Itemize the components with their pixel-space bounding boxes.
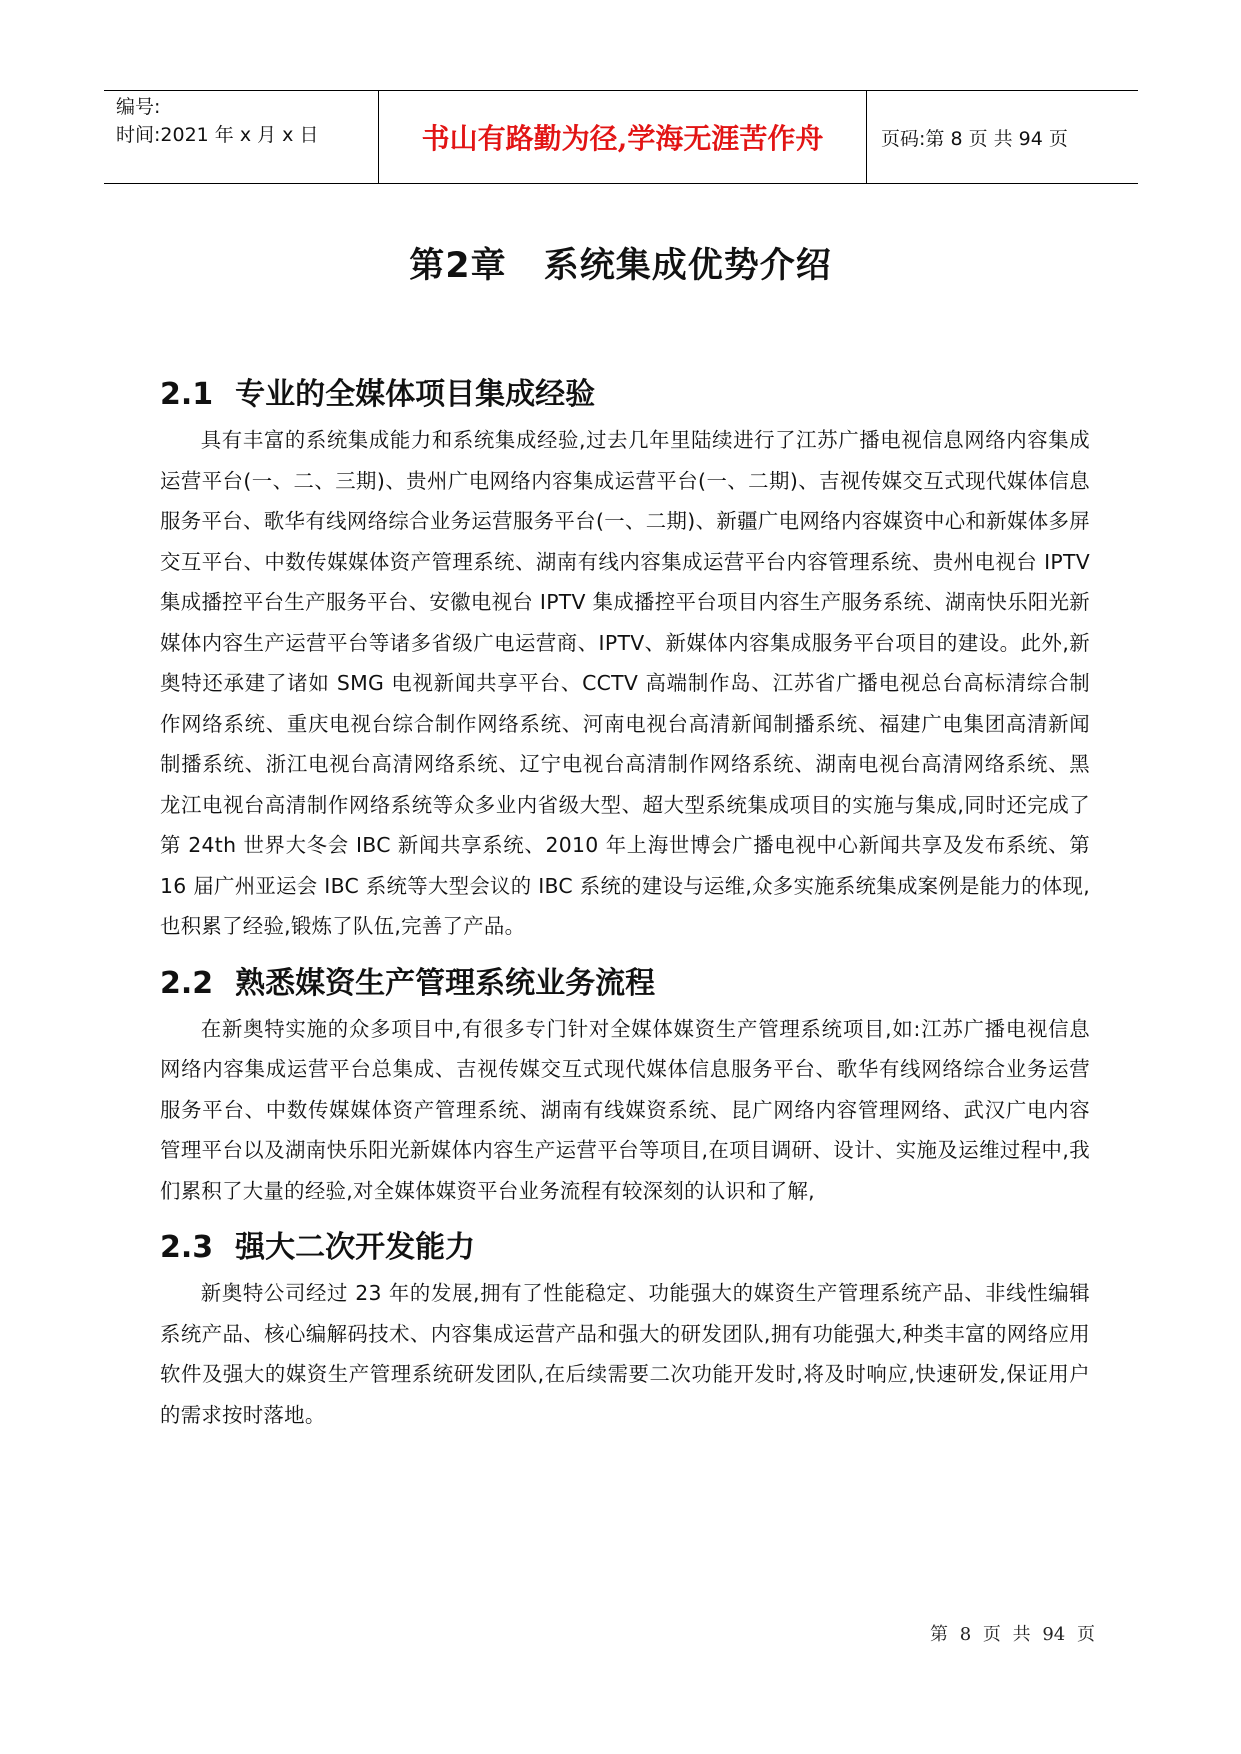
page-body xyxy=(160,370,1090,1435)
document-time-label: 时间:2021 年 x 月 x 日 xyxy=(116,124,319,146)
section-title: 强大二次开发能力 xyxy=(235,1230,476,1265)
section-heading xyxy=(160,1223,1090,1273)
section-paragraph: 具有丰富的系统集成能力和系统集成经验,过去几年里陆续进行了江苏广播电视信息网络内容集成运营平台(一、二、三期)、贵州广电网络内容集成运营平台(一、二期)、吉视传媒交互式现代媒体信息服务平台、歌华有线网络综合业务运营服务平台(一、二期)、新疆广电网络内容媒资中心和新媒体多屏交互平台、中数传媒媒体资产管理系统、湖南有线内容集成运营平台内容管理系统、贵州电视台 IPTV 集成播控平台生产服务平台、安徽电视台 IPTV 集成播控平台项目内容生产服务系统、湖南快乐阳光新媒体内容生产运营平台等诸多省级广电运营商、IPTV、新媒体内容集成服务平台项目的建设。此外,新奥特还承建了诸如 SMG 电视新闻共享平台、CCTV 高端制作岛、江苏省广播电视总台高标清综合制作网络系统、重庆电视台综合制作网络系统、河南电视台高清新闻制播系统、福建广电集团高清新闻制播系统、浙江电视台高清网络系统、辽宁电视台高清制作网络系统、湖南电视台高清网络系统、黑龙江电视台高清制作网络系统等众多业内省级大型、超大型系统集成项目的实施与集成,同时还完成了第 24th 世界大冬会 IBC 新闻共享系统、2010 年上海世博会广播电视中心新闻共享及发布系统、第 16 届广州亚运会 IBC 系统等大型会议的 IBC 系统的建设与运维,众多实施系统集成案例是能力的体现,也积累了经验,锻炼了队伍,完善了产品。 xyxy=(160,428,1090,938)
section-paragraph: 在新奥特实施的众多项目中,有很多专门针对全媒体媒资生产管理系统项目,如:江苏广播电视信息网络内容集成运营平台总集成、吉视传媒交互式现代媒体信息服务平台、歌华有线网络综合业务运营服务平台、中数传媒媒体资产管理系统、湖南有线媒资系统、昆广网络内容管理网络、武汉广电内容管理平台以及湖南快乐阳光新媒体内容生产运营平台等项目,在项目调研、设计、实施及运维过程中,我们累积了大量的经验,对全媒体媒资平台业务流程有较深刻的认识和了解, xyxy=(160,1016,1090,1203)
section-number: 2.1 xyxy=(160,377,214,412)
section-title: 熟悉媒资生产管理系统业务流程 xyxy=(235,965,656,1001)
page-footer: 第 8 页 共 94 页 xyxy=(930,1624,1095,1645)
section-heading xyxy=(160,959,1090,1009)
section-title: 专业的全媒体项目集成经验 xyxy=(235,377,596,412)
section-number: 2.2 xyxy=(160,965,214,1001)
header-motto: 书山有路勤为径,学海无涯苦作舟 xyxy=(379,91,867,183)
page-header xyxy=(104,90,1138,184)
section-heading xyxy=(160,370,1090,420)
header-info-cell xyxy=(104,91,379,183)
chapter-title: 第2章 系统集成优势介绍 xyxy=(409,246,832,286)
header-page-code: 页码:第 8 页 共 94 页 xyxy=(881,127,1068,150)
document-number-label: 编号: xyxy=(116,96,161,118)
section-number: 2.3 xyxy=(160,1230,214,1265)
section-paragraph: 新奥特公司经过 23 年的发展,拥有了性能稳定、功能强大的媒资生产管理系统产品、非线性编辑系统产品、核心编解码技术、内容集成运营产品和强大的研发团队,拥有功能强大,种类丰富的网络应用软件及强大的媒资生产管理系统研发团队,在后续需要二次功能开发时,将及时响应,快速研发,保证用户的需求按时落地。 xyxy=(160,1281,1090,1427)
